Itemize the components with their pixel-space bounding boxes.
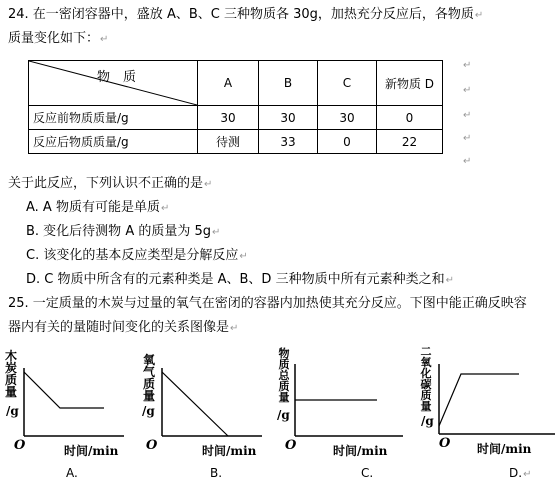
paragraph-mark: ↵ bbox=[463, 133, 472, 144]
option-letter: C. bbox=[361, 466, 374, 480]
x-axis-label: 时间/min bbox=[202, 444, 257, 458]
table-cell: 30 bbox=[198, 106, 259, 130]
table-header-row bbox=[29, 61, 443, 106]
table-header-cell: C bbox=[318, 61, 377, 106]
origin-label: O bbox=[439, 436, 451, 451]
paragraph-mark: ↵ bbox=[463, 85, 472, 96]
q24-option-b: B. 变化后待测物 A 的质量为 5g↵ bbox=[26, 224, 221, 239]
table-cell: 22 bbox=[377, 130, 443, 154]
q24-option-c: C. 该变化的基本反应类型是分解反应↵ bbox=[26, 248, 248, 263]
x-axis-label: 时间/min bbox=[64, 444, 119, 458]
y-axis-unit: /g bbox=[277, 408, 290, 422]
graph-a-plot bbox=[0, 342, 140, 483]
y-axis-label: 物质总质量 bbox=[278, 347, 290, 404]
origin-label: O bbox=[14, 438, 26, 453]
y-axis-unit: /g bbox=[6, 404, 19, 418]
origin-label: O bbox=[285, 438, 297, 453]
table-row bbox=[29, 130, 443, 154]
graph-a bbox=[0, 342, 140, 483]
paragraph-mark: ↵ bbox=[212, 227, 221, 238]
paragraph-mark: ↵ bbox=[463, 110, 472, 121]
y-axis-label: 氧气质量 bbox=[142, 353, 155, 403]
paragraph-mark: ↵ bbox=[100, 34, 109, 45]
q24-option-a: A. A 物质有可能是单质↵ bbox=[26, 200, 170, 215]
graph-b-plot bbox=[140, 342, 275, 483]
table-corner-cell bbox=[29, 61, 198, 106]
table-header-cell: 新物质 D bbox=[377, 61, 443, 106]
q24-question: 关于此反应，下列认识不正确的是↵ bbox=[8, 176, 213, 191]
paragraph-mark: ↵ bbox=[463, 60, 472, 71]
y-axis-unit: /g bbox=[421, 414, 434, 428]
q25-stem-line2: 器内有关的量随时间变化的关系图像是↵ bbox=[8, 320, 239, 335]
y-axis-label: 二氧化碳质量 bbox=[420, 345, 432, 413]
y-axis-label: 木炭质量 bbox=[4, 349, 17, 399]
graph-d bbox=[415, 342, 560, 483]
table-cell: 0 bbox=[318, 130, 377, 154]
paragraph-mark: ↵ bbox=[204, 179, 213, 190]
paragraph-mark: ↵ bbox=[463, 156, 472, 167]
origin-label: O bbox=[146, 438, 158, 453]
x-axis-label: 时间/min bbox=[477, 442, 532, 456]
table-row bbox=[29, 106, 443, 130]
paragraph-mark: ↵ bbox=[523, 469, 532, 480]
paragraph-mark: ↵ bbox=[230, 323, 239, 334]
graph-b bbox=[140, 342, 275, 483]
mass-change-table bbox=[28, 60, 443, 154]
paragraph-mark: ↵ bbox=[239, 251, 248, 262]
paragraph-mark: ↵ bbox=[474, 10, 484, 21]
table-cell: 30 bbox=[318, 106, 377, 130]
row-label: 反应前物质质量/g bbox=[29, 106, 198, 130]
paragraph-mark: ↵ bbox=[160, 203, 170, 214]
x-axis-label: 时间/min bbox=[333, 444, 388, 458]
q24-option-d: D. C 物质中所含有的元素种类是 A、B、D 三种物质中所有元素种类之和↵ bbox=[26, 272, 454, 287]
graph-c-plot bbox=[275, 342, 415, 483]
paragraph-mark: ↵ bbox=[445, 275, 454, 286]
option-letter: D.↵ bbox=[509, 466, 532, 480]
table-header-cell: B bbox=[259, 61, 318, 106]
q24-stem-line1: 24. 在一密闭容器中，盛放 A、B、C 三种物质各 30g，加热充分反应后，各物质↵ bbox=[8, 7, 484, 22]
table-cell: 33 bbox=[259, 130, 318, 154]
corner-label: 物 质 bbox=[97, 70, 137, 85]
q25-stem-line1: 25. 一定质量的木炭与过量的氧气在密闭的容器内加热使其充分反应。下图中能正确反映容 bbox=[8, 296, 527, 311]
row-label: 反应后物质质量/g bbox=[29, 130, 198, 154]
table-cell: 待测 bbox=[198, 130, 259, 154]
q24-stem-line2: 质量变化如下：↵ bbox=[8, 31, 109, 46]
option-letter: A. bbox=[66, 466, 78, 480]
graph-d-plot bbox=[415, 342, 560, 483]
table-cell: 0 bbox=[377, 106, 443, 130]
table-header-cell: A bbox=[198, 61, 259, 106]
graph-c bbox=[275, 342, 415, 483]
option-letter: B. bbox=[210, 466, 223, 480]
y-axis-unit: /g bbox=[142, 404, 155, 418]
table-cell: 30 bbox=[259, 106, 318, 130]
